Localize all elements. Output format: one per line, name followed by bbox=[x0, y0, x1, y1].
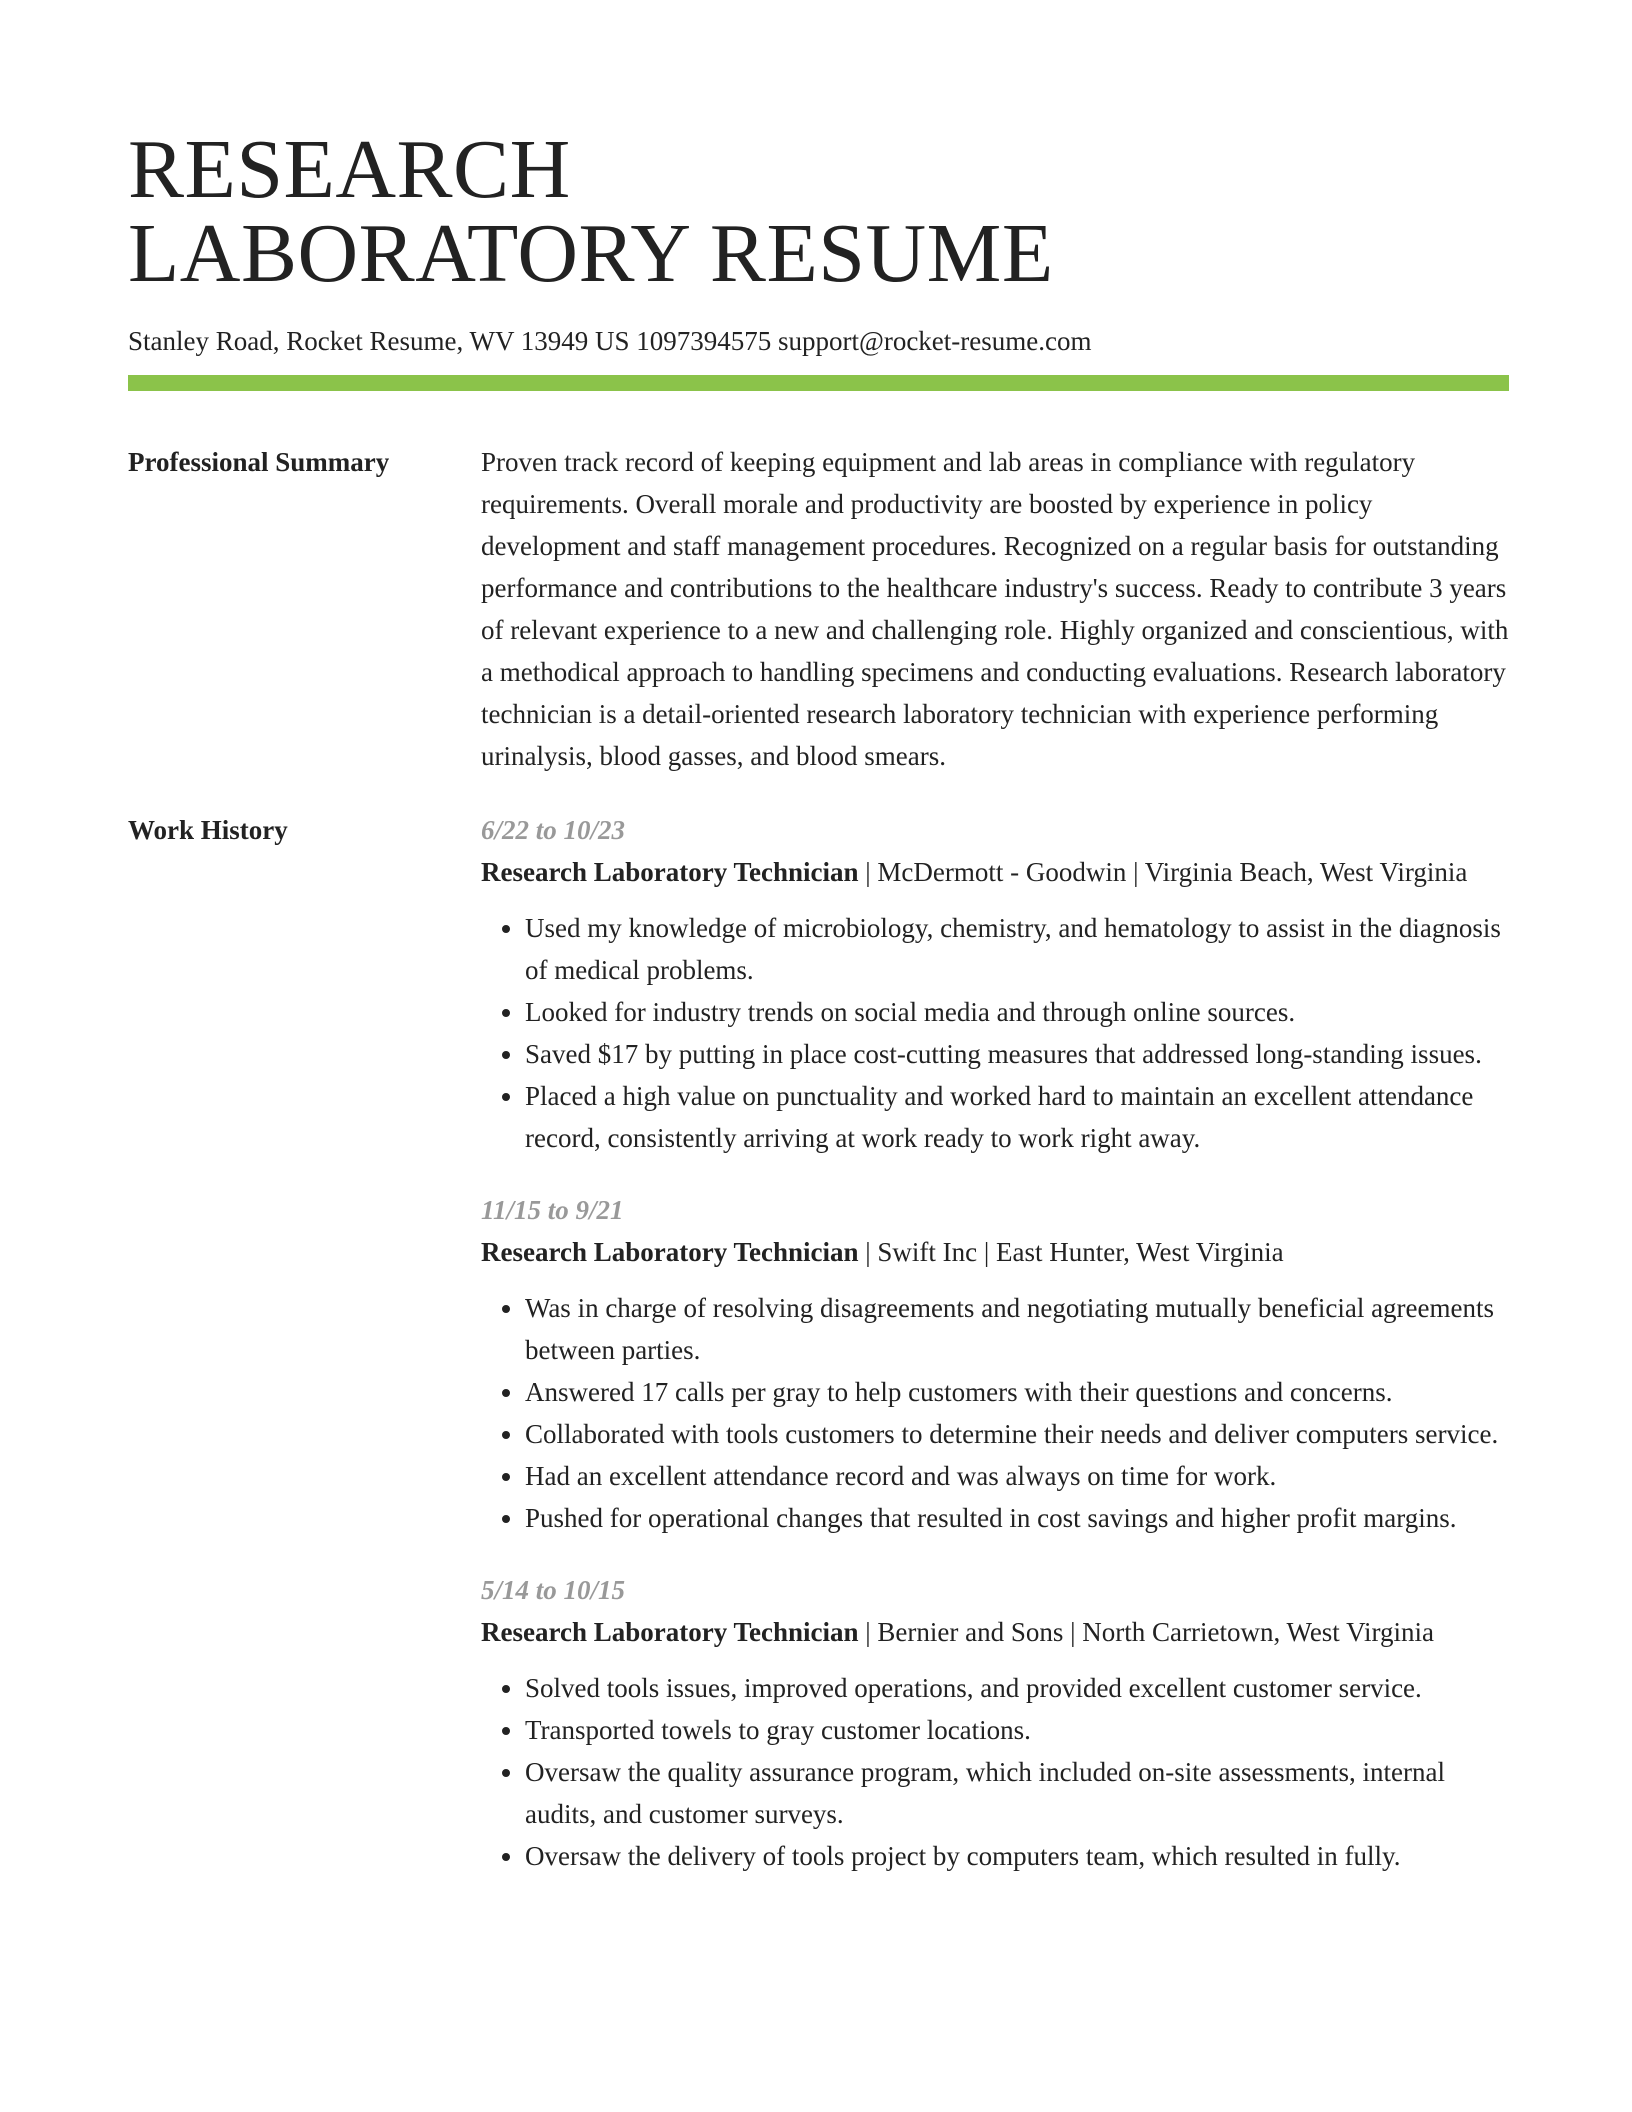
job-bullet: • Used my knowledge of microbiology, chemistry, and hematology to assist in the diagnosis of medical problems. bbox=[525, 907, 1509, 991]
job-heading bbox=[481, 1611, 1509, 1653]
job-entry bbox=[481, 809, 1509, 1159]
job-bullet: • Solved tools issues, improved operations, and provided excellent customer service. bbox=[525, 1667, 1509, 1709]
job-title: Research Laboratory Technician bbox=[481, 857, 859, 887]
job-bullet: • Transported towels to gray customer locations. bbox=[525, 1709, 1509, 1751]
job-bullet: • Pushed for operational changes that resulted in cost savings and higher profit margins. bbox=[525, 1497, 1509, 1539]
job-bullet: • Was in charge of resolving disagreements and negotiating mutually beneficial agreements between parties. bbox=[525, 1287, 1509, 1371]
work-history-body bbox=[481, 809, 1509, 1907]
job-dates: 11/15 to 9/21 bbox=[481, 1195, 624, 1225]
job-bullet-list bbox=[481, 1287, 1509, 1539]
resume-page bbox=[128, 0, 1509, 1907]
summary-text: Proven track record of keeping equipment and lab areas in compliance with regulatory requirements. Overall morale and productivity are boosted by experience in policy development and staff management procedures. Recognized on a regular basis for outstanding performance and contributions to the healthcare industry's success. Ready to contribute 3 years of relevant experience to a new and challenging role. Highly organized and conscientious, with a methodical approach to handling specimens and conducting evaluations. Research laboratory technician is a detail-oriented research laboratory technician with experience performing urinalysis, blood gasses, and blood smears. bbox=[481, 447, 1509, 771]
job-bullet: • Oversaw the delivery of tools project by computers team, which resulted in fully. bbox=[525, 1835, 1509, 1877]
job-bullet: • Looked for industry trends on social media and through online sources. bbox=[525, 991, 1509, 1033]
work-history-section bbox=[128, 809, 1509, 1907]
job-details: | McDermott - Goodwin | Virginia Beach, West Virginia bbox=[858, 857, 1468, 887]
professional-summary-section bbox=[128, 441, 1509, 777]
job-title: Research Laboratory Technician bbox=[481, 1617, 859, 1647]
job-heading bbox=[481, 1231, 1509, 1273]
job-details: | Swift Inc | East Hunter, West Virginia bbox=[858, 1237, 1284, 1267]
job-entry bbox=[481, 1569, 1509, 1877]
job-title: Research Laboratory Technician bbox=[481, 1237, 859, 1267]
professional-summary-body bbox=[481, 441, 1509, 777]
job-dates: 6/22 to 10/23 bbox=[481, 815, 626, 845]
job-bullet: • Had an excellent attendance record and was always on time for work. bbox=[525, 1455, 1509, 1497]
job-bullet-list bbox=[481, 1667, 1509, 1877]
job-bullet: • Placed a high value on punctuality and worked hard to maintain an excellent attendance record, consistently arriving at work ready to work right away. bbox=[525, 1075, 1509, 1159]
resume-title-line-1: RESEARCH bbox=[128, 123, 571, 216]
job-bullet: • Saved $17 by putting in place cost-cutting measures that addressed long-standing issues. bbox=[525, 1033, 1509, 1075]
job-entry bbox=[481, 1189, 1509, 1539]
job-bullet: • Collaborated with tools customers to determine their needs and deliver computers service. bbox=[525, 1413, 1509, 1455]
accent-divider bbox=[128, 375, 1509, 391]
resume-title-line-2: LABORATORY RESUME bbox=[128, 207, 1054, 300]
job-heading bbox=[481, 851, 1509, 893]
job-dates: 5/14 to 10/15 bbox=[481, 1575, 626, 1605]
job-bullet: • Oversaw the quality assurance program, which included on-site assessments, internal audits, and customer surveys. bbox=[525, 1751, 1509, 1835]
section-label-professional-summary: Professional Summary bbox=[128, 447, 390, 477]
job-details: | Bernier and Sons | North Carrietown, West Virginia bbox=[858, 1617, 1434, 1647]
section-label-work-history: Work History bbox=[128, 815, 288, 845]
resume-title bbox=[128, 0, 1509, 300]
job-bullet: • Answered 17 calls per gray to help customers with their questions and concerns. bbox=[525, 1371, 1509, 1413]
contact-info: Stanley Road, Rocket Resume, WV 13949 US 1097394575 support@rocket-resume.com bbox=[128, 326, 1092, 356]
job-bullet-list bbox=[481, 907, 1509, 1159]
